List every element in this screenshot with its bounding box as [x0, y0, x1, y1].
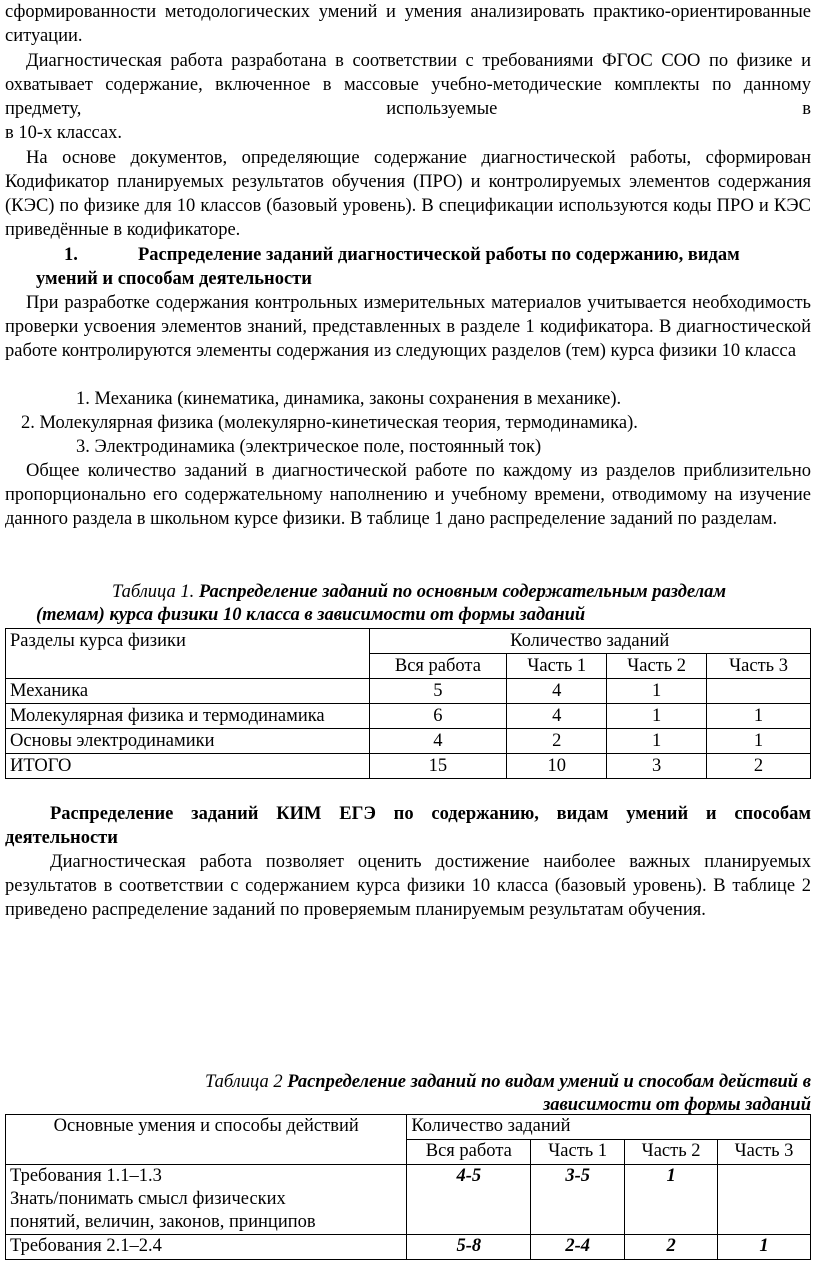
table2-caption-line2: зависимости от формы заданий [543, 1095, 811, 1115]
table1-cell: 1 [607, 704, 707, 729]
table2-head-skills: Основные умения и способы действий [6, 1115, 407, 1140]
heading-2-line1: Распределение заданий КИМ ЕГЭ по содержанию, видам умений и способам [50, 804, 811, 824]
table-row [6, 629, 811, 654]
table1-head-sections: Разделы курса физики [6, 629, 370, 654]
table2-cell: 1 [718, 1235, 811, 1260]
table2-cell: 3-5 [531, 1165, 625, 1235]
table-row [6, 754, 811, 779]
table1-subhead: Вся работа [369, 654, 507, 679]
table2-cell: 4-5 [407, 1165, 531, 1235]
table1-caption-line2: (темам) курса физики 10 класса в зависимости от формы заданий [36, 605, 586, 625]
table1-subhead: Часть 2 [607, 654, 707, 679]
table1-cell-name: Основы электродинамики [6, 729, 370, 754]
table2-caption-title: Распределение заданий по видам умений и способам действий в [287, 1072, 811, 1092]
heading-1-line1: Распределение заданий диагностической работы по содержанию, видам [138, 245, 740, 265]
table2-cell-name [6, 1165, 407, 1235]
table2-row1-line2: Знать/понимать смысл физических [10, 1189, 286, 1209]
paragraph-intro-end: сформированности методологических умений и умения анализировать практико-ориентированные ситуации. [5, 2, 811, 46]
table1-cell: 1 [707, 704, 811, 729]
table-1 [5, 628, 811, 779]
table1-cell: 6 [369, 704, 507, 729]
table1-caption-line1 [112, 580, 726, 604]
paragraph-diagnostic-end: в 10-х классах. [5, 123, 123, 143]
table2-caption-line1 [205, 1070, 811, 1094]
table1-cell: 3 [607, 754, 707, 779]
table1-cell: 4 [507, 704, 607, 729]
table1-cell: 15 [369, 754, 507, 779]
table1-cell: 10 [507, 754, 607, 779]
table-row [6, 1235, 811, 1260]
paragraph-total: Общее количество заданий в диагностической работе по каждому из разделов приблизительно пропорционально его содержательному наполнению и учебному времени, отводимому на изучение данного раздела в школьном курсе физики. В таблице 1 дано распределение заданий по разделам. [5, 461, 811, 529]
paragraph-results: Диагностическая работа позволяет оценить достижение наиболее важных планируемых результатов в соответствии с содержанием курса физики 10 класса (базовый уровень). В таблице 2 приведено распределение заданий по проверяемым планируемым результатам обучения. [5, 852, 811, 920]
table1-caption-prefix: Таблица 1. [112, 582, 195, 602]
table-row [6, 704, 811, 729]
table-row [6, 729, 811, 754]
table-2 [5, 1114, 811, 1260]
table1-cell: 1 [707, 729, 811, 754]
table2-row2-line1: Требования 2.1–2.4 [10, 1236, 162, 1256]
table-row [6, 1165, 811, 1235]
table1-cell [707, 679, 811, 704]
table1-head-count: Количество заданий [369, 629, 811, 654]
table2-cell: 2 [625, 1235, 718, 1260]
table2-cell: 1 [625, 1165, 718, 1235]
table2-row1-line1: Требования 1.1–1.3 [10, 1166, 162, 1186]
table2-subhead: Вся работа [407, 1140, 531, 1165]
table2-subhead: Часть 2 [625, 1140, 718, 1165]
table1-subhead: Часть 3 [707, 654, 811, 679]
heading-1-number: 1. [64, 245, 78, 265]
table-row [6, 654, 811, 679]
list-item-3: 3. Электродинамика (электрическое поле, постоянный ток) [76, 437, 542, 457]
table1-cell: 4 [507, 679, 607, 704]
table2-subhead: Часть 1 [531, 1140, 625, 1165]
table2-caption-prefix: Таблица 2 [204, 1072, 283, 1092]
table2-subhead: Часть 3 [718, 1140, 811, 1165]
heading-2-line2: деятельности [5, 828, 118, 848]
table1-cell: 4 [369, 729, 507, 754]
table2-cell: 2-4 [531, 1235, 625, 1260]
table1-caption-title: Распределение заданий по основным содержательным разделам [198, 582, 727, 602]
table1-cell: 1 [607, 679, 707, 704]
table1-cell: 1 [607, 729, 707, 754]
list-item-1: 1. Механика (кинематика, динамика, законы сохранения в механике). [76, 389, 622, 409]
table1-cell: 2 [707, 754, 811, 779]
table-row [6, 1115, 811, 1140]
paragraph-codifier: На основе документов, определяющие содержание диагностической работы, сформирован Кодификатор планируемых результатов обучения (ПРО) и контролируемых элементов содержания (КЭС) по физике для 10 классов (базовый уровень). В спецификации используются коды ПРО и КЭС приведённые в кодификаторе. [5, 148, 811, 240]
table-row [6, 1140, 811, 1165]
table2-cell-name [6, 1235, 407, 1260]
table2-cell [718, 1165, 811, 1235]
table1-subhead: Часть 1 [507, 654, 607, 679]
table2-cell: 5-8 [407, 1235, 531, 1260]
table1-cell-name: Механика [6, 679, 370, 704]
table1-cell: 5 [369, 679, 507, 704]
table-row [6, 679, 811, 704]
table2-row1-line3: понятий, величин, законов, принципов [10, 1212, 316, 1232]
list-item-2: 2. Молекулярная физика (молекулярно-кинетическая теория, термодинамика). [21, 413, 638, 433]
table2-head-count: Количество заданий [407, 1115, 811, 1140]
paragraph-diagnostic: Диагностическая работа разработана в соответствии с требованиями ФГОС СОО по физике и охватывает содержание, включенное в массовые учебно-методические комплекты по данному предмету, используемые в [5, 51, 811, 119]
table1-cell: 2 [507, 729, 607, 754]
paragraph-kim: При разработке содержания контрольных измерительных материалов учитывается необходимость проверки усвоения элементов знаний, представленных в разделе 1 кодификатора. В диагностической работе контролируются элементы содержания из следующих разделов (тем) курса физики 10 класса [5, 293, 811, 361]
heading-1-line2: умений и способам деятельности [36, 269, 312, 289]
table1-cell-name: ИТОГО [6, 754, 370, 779]
table1-cell-name: Молекулярная физика и термодинамика [6, 704, 370, 729]
